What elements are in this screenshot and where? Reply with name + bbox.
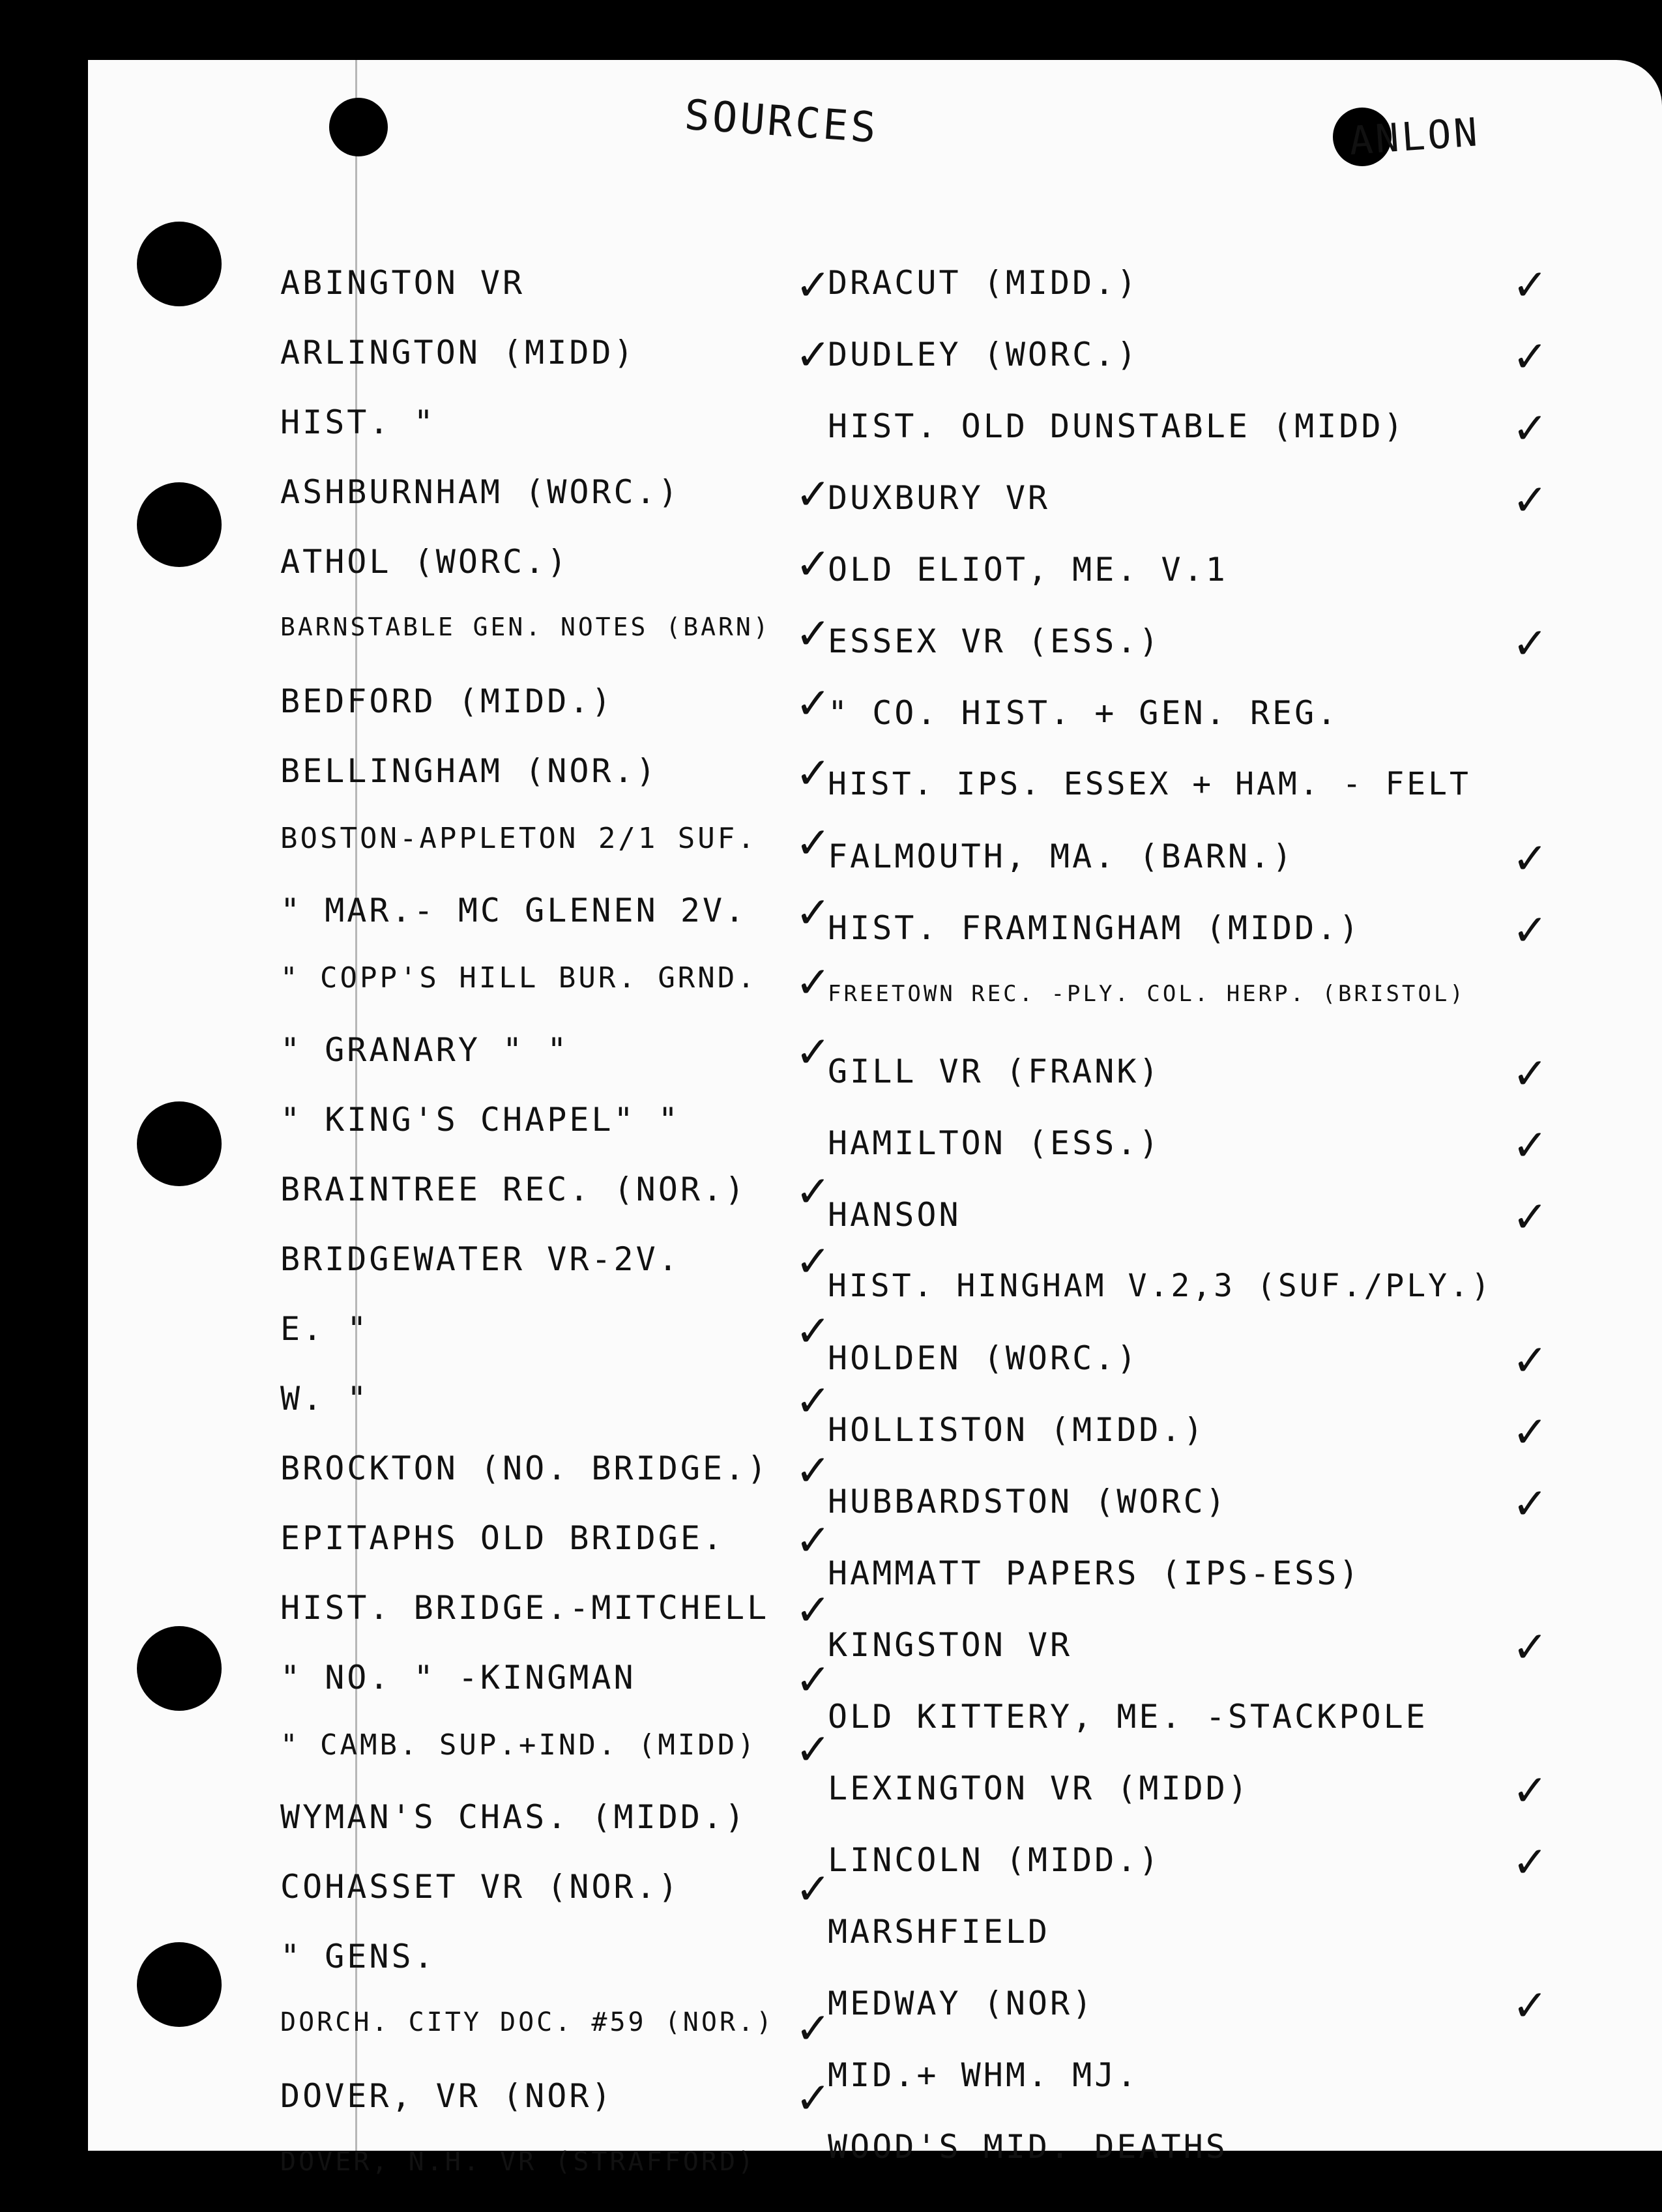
- check-mark-icon: ✓: [1512, 260, 1549, 310]
- check-mark-icon: ✓: [795, 330, 832, 380]
- source-entry: HIST. HINGHAM V.2,3 (SUF./PLY.): [828, 1268, 1493, 1304]
- source-entry: BOSTON-APPLETON 2/1 SUF.: [280, 822, 757, 855]
- source-entry: " GRANARY " ": [280, 1031, 570, 1069]
- source-entry: LEXINGTON VR (MIDD): [828, 1769, 1250, 1807]
- binder-hole: [137, 222, 222, 306]
- source-entry: " KING'S CHAPEL" ": [280, 1101, 680, 1139]
- source-entry: " COPP'S HILL BUR. GRND.: [280, 961, 757, 995]
- page-title: SOURCES: [682, 91, 880, 153]
- check-mark-icon: ✓: [795, 748, 832, 798]
- check-mark-icon: ✓: [795, 539, 832, 589]
- source-entry: HIST. FRAMINGHAM (MIDD.): [828, 909, 1362, 947]
- check-mark-icon: ✓: [795, 1236, 832, 1287]
- source-entry: WYMAN'S CHAS. (MIDD.): [280, 1798, 748, 1836]
- source-entry: ESSEX VR (ESS.): [828, 622, 1161, 660]
- source-entry: FREETOWN REC. -PLY. COL. HERP. (BRISTOL): [828, 981, 1466, 1007]
- source-entry: EPITAPHS OLD BRIDGE.: [280, 1519, 725, 1557]
- check-mark-icon: ✓: [795, 1376, 832, 1426]
- check-mark-icon: ✓: [1512, 475, 1549, 525]
- check-mark-icon: ✓: [795, 609, 832, 659]
- source-entry: FALMOUTH, MA. (BARN.): [828, 837, 1295, 875]
- source-entry: DUDLEY (WORC.): [828, 336, 1139, 373]
- source-entry: HAMILTON (ESS.): [828, 1124, 1161, 1162]
- source-entry: MID.+ WHM. MJ.: [828, 2056, 1139, 2094]
- source-entry: DOVER, N.H. VR (STRAFFORD): [280, 2147, 757, 2177]
- source-entry: GILL VR (FRANK): [828, 1053, 1161, 1090]
- check-mark-icon: ✓: [1512, 1837, 1549, 1887]
- source-entry: WOOD'S MID. DEATHS: [828, 2128, 1228, 2166]
- check-mark-icon: ✓: [795, 1306, 832, 1356]
- binder-hole: [329, 98, 388, 156]
- check-mark-icon: ✓: [1512, 332, 1549, 382]
- source-entry: BRIDGEWATER VR-2V.: [280, 1240, 680, 1278]
- check-mark-icon: ✓: [1512, 1479, 1549, 1529]
- source-entry: HANSON: [828, 1196, 961, 1234]
- check-mark-icon: ✓: [1512, 1192, 1549, 1242]
- source-entry: ABINGTON VR: [280, 264, 525, 302]
- source-entry: COHASSET VR (NOR.): [280, 1868, 680, 1906]
- check-mark-icon: ✓: [795, 678, 832, 729]
- source-entry: ASHBURNHAM (WORC.): [280, 473, 680, 511]
- check-mark-icon: ✓: [1512, 1407, 1549, 1457]
- check-mark-icon: ✓: [795, 1724, 832, 1775]
- source-entry: HIST. BRIDGE.-MITCHELL: [280, 1589, 770, 1627]
- source-entry: ATHOL (WORC.): [280, 543, 570, 581]
- check-mark-icon: ✓: [795, 1027, 832, 1077]
- source-entry: LINCOLN (MIDD.): [828, 1841, 1161, 1879]
- source-entry: BEDFORD (MIDD.): [280, 682, 614, 720]
- check-mark-icon: ✓: [795, 1655, 832, 1705]
- check-mark-icon: ✓: [795, 2073, 832, 2123]
- source-entry: HIST. IPS. ESSEX + HAM. - FELT: [828, 766, 1471, 802]
- source-entry: OLD KITTERY, ME. -STACKPOLE: [828, 1698, 1428, 1736]
- check-mark-icon: ✓: [1512, 618, 1549, 669]
- source-entry: DOVER, VR (NOR): [280, 2077, 614, 2115]
- check-mark-icon: ✓: [1512, 1335, 1549, 1386]
- source-entry: DUXBURY VR: [828, 479, 1051, 517]
- corner-label: ANLON: [1347, 109, 1481, 164]
- source-entry: " CO. HIST. + GEN. REG.: [828, 694, 1339, 732]
- check-mark-icon: ✓: [1512, 1981, 1549, 2031]
- check-mark-icon: ✓: [1512, 1049, 1549, 1099]
- check-mark-icon: ✓: [795, 1864, 832, 1914]
- binder-hole: [137, 1626, 222, 1711]
- check-mark-icon: ✓: [795, 1446, 832, 1496]
- source-entry: " GENS.: [280, 1938, 436, 1975]
- binder-hole: [137, 1101, 222, 1186]
- source-entry: W. ": [280, 1380, 370, 1418]
- source-entry: DORCH. CITY DOC. #59 (NOR.): [280, 2007, 775, 2037]
- source-entry: HAMMATT PAPERS (IPS-ESS): [828, 1554, 1362, 1592]
- source-entry: DRACUT (MIDD.): [828, 264, 1139, 302]
- source-entry: " NO. " -KINGMAN: [280, 1659, 636, 1696]
- check-mark-icon: ✓: [795, 260, 832, 310]
- source-entry: ARLINGTON (MIDD): [280, 334, 636, 371]
- check-mark-icon: ✓: [795, 1585, 832, 1635]
- source-entry: HUBBARDSTON (WORC): [828, 1483, 1228, 1521]
- source-entry: E. ": [280, 1310, 370, 1348]
- source-entry: HOLLISTON (MIDD.): [828, 1411, 1206, 1449]
- check-mark-icon: ✓: [795, 1167, 832, 1217]
- binder-hole: [137, 482, 222, 567]
- source-entry: MARSHFIELD: [828, 1913, 1051, 1951]
- check-mark-icon: ✓: [1512, 1622, 1549, 1672]
- check-mark-icon: ✓: [795, 2003, 832, 2054]
- source-entry: BELLINGHAM (NOR.): [280, 752, 658, 790]
- check-mark-icon: ✓: [795, 888, 832, 938]
- source-entry: " MAR.- MC GLENEN 2V.: [280, 892, 748, 929]
- source-entry: BRAINTREE REC. (NOR.): [280, 1171, 748, 1208]
- check-mark-icon: ✓: [1512, 905, 1549, 955]
- source-entry: MEDWAY (NOR): [828, 1985, 1095, 2022]
- source-entry: BROCKTON (NO. BRIDGE.): [280, 1449, 770, 1487]
- check-mark-icon: ✓: [795, 818, 832, 868]
- source-entry: HOLDEN (WORC.): [828, 1339, 1139, 1377]
- source-entry: " CAMB. SUP.+IND. (MIDD): [280, 1728, 757, 1762]
- source-entry: BARNSTABLE GEN. NOTES (BARN): [280, 613, 771, 641]
- check-mark-icon: ✓: [1512, 403, 1549, 454]
- check-mark-icon: ✓: [795, 957, 832, 1008]
- source-entry: HIST. ": [280, 403, 436, 441]
- check-mark-icon: ✓: [1512, 834, 1549, 884]
- check-mark-icon: ✓: [1512, 1766, 1549, 1816]
- binder-hole: [137, 1942, 222, 2027]
- source-entry: KINGSTON VR: [828, 1626, 1073, 1664]
- check-mark-icon: ✓: [795, 1515, 832, 1565]
- check-mark-icon: ✓: [1512, 1120, 1549, 1171]
- source-entry: OLD ELIOT, ME. V.1: [828, 551, 1228, 589]
- check-mark-icon: ✓: [795, 469, 832, 519]
- source-entry: HIST. OLD DUNSTABLE (MIDD): [828, 407, 1406, 445]
